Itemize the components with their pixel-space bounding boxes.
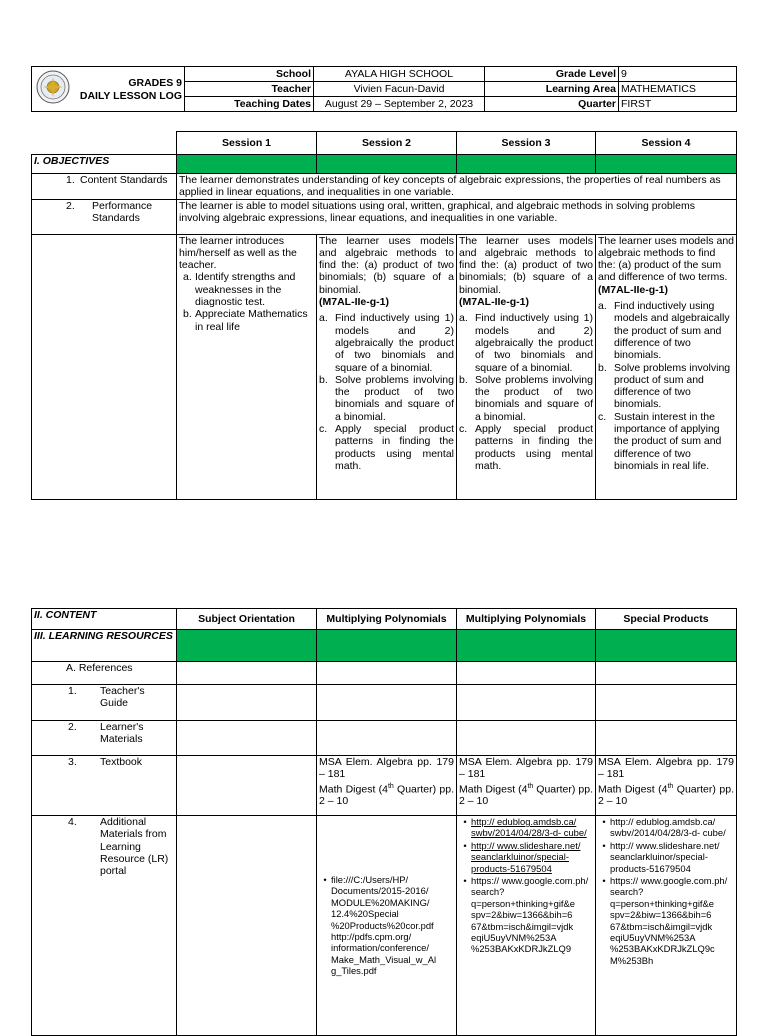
session-4-links [596,816,737,1036]
session-2-header: Session 2 [317,132,457,155]
session-3-links [457,816,596,1036]
header-title-cell [32,67,185,112]
learners-materials-label-cell [32,721,177,756]
objective-text: Solve problems involving the product of two binomials and square of a binomial. [335,373,454,423]
list-number: 2. [68,721,77,733]
list-number: 4. [68,816,77,828]
objective-text: Appreciate Mathematics in real life [195,308,308,333]
resource-link[interactable]: http:// www.slideshare.net/ seanclarkluinor/special- products-51679504 [610,839,720,874]
learning-area-label: Learning Area [485,82,619,97]
session-3-intro: The learner uses models and algebraic methods to find the: (a) product of two binomials; (b) square of a binomial. [459,234,593,296]
list-number: 1. [66,174,75,186]
session-4-link-list [598,816,734,966]
teacher-label: Teacher [185,82,314,97]
session-2-content: Multiplying Polynomials [317,609,457,630]
resource-link-item[interactable] [459,875,593,955]
performance-standards-label: Performance Standards [92,199,153,224]
textbook-ref-line2: Math Digest (4th Quarter) pp. 2 – 10 [319,782,454,808]
objective-item [459,312,593,373]
section-fill [317,630,457,662]
grades-label: GRADES 9 [128,76,182,89]
teaching-dates-value: August 29 – September 2, 2023 [314,97,485,112]
textbook-ref-line2: Math Digest (4th Quarter) pp. 2 – 10 [459,782,593,808]
list-number: 2. [66,199,75,212]
session-4-objectives [596,234,737,499]
objective-item [459,423,593,472]
session-1-content: Subject Orientation [177,609,317,630]
objective-item [319,423,454,472]
references-label: A. References [32,662,177,685]
resource-link[interactable]: http:// edublog.amdsb.ca/ swbv/2014/04/28/3-d- cube/ [471,816,587,839]
bullet-icon: • [463,816,467,827]
textbook-ref-line2: Math Digest (4th Quarter) pp. 2 – 10 [598,782,734,808]
objectives-heading: I. OBJECTIVES [32,155,177,174]
list-number: 3. [68,756,77,768]
textbook-label-cell [32,756,177,816]
session-3-link-list [459,816,593,955]
objective-marker: b. [183,308,192,321]
objective-text: Apply special product patterns in finding the products using mental math. [335,423,454,472]
objective-item [179,271,314,308]
section-fill [457,155,596,174]
list-number: 1. [68,685,77,697]
section-fill [177,630,317,662]
bullet-icon: • [323,874,327,885]
section-fill [596,155,737,174]
session-3-objectives [457,234,596,499]
objective-item [319,312,454,373]
teacher-value: Vivien Facun-David [314,82,485,97]
session-1-header: Session 1 [177,132,317,155]
objectives-table [31,131,737,500]
content-heading: II. CONTENT [32,609,177,630]
objective-text: Find inductively using 1) models and 2) algebraically the product of two binomials and square of a binomial. [335,312,454,374]
resource-link-item[interactable] [598,840,734,874]
performance-standards-label-cell [32,199,177,234]
objective-item [598,300,734,361]
objective-item [598,362,734,411]
session-1-objective-list [179,271,314,332]
resource-link-item[interactable] [319,874,454,977]
session-4-objective-list [598,300,734,472]
objective-marker: b. [319,373,328,386]
session-2-objective-list [319,312,454,472]
teaching-dates-label: Teaching Dates [185,97,314,112]
objective-marker: a. [598,300,607,313]
resource-link[interactable]: http:// edublog.amdsb.ca/ swbv/2014/04/28/3-d- cube/ [610,816,726,839]
objective-text: Apply special product patterns in finding the products using mental math. [475,423,593,472]
deped-seal-icon [36,70,70,104]
learning-resources-heading: III. LEARNING RESOURCES [32,630,177,662]
objective-marker: c. [319,423,328,436]
objective-marker: a. [183,271,192,284]
session-2-links [317,816,457,1036]
session-2-textbook [317,756,457,816]
content-standards-text: The learner demonstrates understanding of key concepts of algebraic expressions, the properties of real numbers as applied in linear equations, and inequalities in one variable. [177,174,737,200]
objective-item [459,374,593,423]
objective-text: Solve problems involving the product of two binomials and square of a binomial. [475,373,593,423]
session-1-intro: The learner introduces him/herself as well as the teacher. [179,234,297,272]
school-value: AYALA HIGH SCHOOL [314,67,485,82]
resource-link[interactable]: https:// www.google.com.ph/ search? q=person+thinking+gif&e spv=2&biw=1366&bih=6 67&tbm=isch&imgil=vjdk eqiU5uyVNM%253A %253BAKxKDRJkZLQ9 [471,875,589,955]
quarter-value: FIRST [619,97,737,112]
session-3-objective-list [459,312,593,472]
teachers-guide-label: Teacher's Guide [100,685,145,710]
objective-text: Identify strengths and weaknesses in the diagnostic test. [195,271,296,309]
content-resources-table [31,608,737,1036]
session-3-content: Multiplying Polynomials [457,609,596,630]
session-2-intro: The learner uses models and algebraic methods to find the: (a) product of two binomials; (b) square of a binomial. [319,234,454,296]
header-table [31,66,737,112]
learning-competencies-label-cell [32,234,177,499]
objective-text: Find inductively using 1) models and 2) algebraically the product of two binomials and square of a binomial. [475,312,593,374]
session-4-intro: The learner uses models and algebraic methods to find the: (a) product of the sum and difference of two terms. [598,234,734,284]
grade-level-label: Grade Level [485,67,619,82]
resource-link-item[interactable] [459,816,593,839]
content-standards-label: Content Standards [80,174,168,186]
objective-marker: c. [459,423,468,436]
resource-link-item[interactable] [598,816,734,839]
session-4-textbook [596,756,737,816]
bullet-icon: • [463,875,467,887]
quarter-label: Quarter [485,97,619,112]
competency-code: (M7AL-IIe-g-1) [319,296,389,309]
session-4-header: Session 4 [596,132,737,155]
objective-marker: b. [598,361,607,374]
daily-lesson-log-title: DAILY LESSON LOG [79,89,182,102]
additional-materials-label: Additional Materials from Learning Resource (LR) portal [100,816,169,878]
resource-link-item[interactable] [598,875,734,966]
objective-text: Find inductively using models and algebraically the product of sum and difference of two binomials. [614,300,730,362]
bullet-icon: • [602,839,606,851]
objective-marker: b. [459,373,468,386]
learning-area-value: MATHEMATICS [619,82,737,97]
objective-item [179,308,314,333]
textbook-ref-line1: MSA Elem. Algebra pp. 179 – 181 [319,756,454,781]
objective-text: Sustain interest in the importance of applying the product of sum and difference of two binomials in real life. [614,410,722,472]
learners-materials-label: Learner's Materials [100,721,144,746]
resource-link[interactable]: https:// www.google.com.ph/ search? q=person+thinking+gif&e spv=2&biw=1366&bih=6 67&tbm=isch&imgil=vjdk eqiU5uyVNM%253A %253BAKxKDRJkZLQ9c M%253Bh [610,875,728,966]
session-3-header: Session 3 [457,132,596,155]
content-standards-label-cell [32,174,177,200]
session-1-objectives [177,234,317,499]
teachers-guide-label-cell [32,685,177,721]
section-fill [457,630,596,662]
section-fill [177,155,317,174]
competency-code: (M7AL-IIe-g-1) [459,296,529,309]
resource-link[interactable]: http:// www.slideshare.net/ seanclarkluinor/special- products-51679504 [471,839,581,874]
session-4-content: Special Products [596,609,737,630]
performance-standards-text: The learner is able to model situations using oral, written, graphical, and algebraic methods in solving problems involving algebraic expressions, linear equations, and inequalities in one variable. [177,199,737,234]
additional-materials-label-cell [32,816,177,1036]
session-3-textbook [457,756,596,816]
bullet-icon: • [602,875,606,887]
session-2-link-list [319,874,454,977]
textbook-label: Textbook [100,756,143,768]
bullet-icon: • [602,816,606,827]
school-label: School [185,67,314,82]
section-fill [596,630,737,662]
grade-level-value: 9 [619,67,737,82]
objective-marker: a. [459,312,468,325]
resource-link[interactable]: file:///C:/Users/HP/ Documents/2015-2016/ MODULE%20MAKING/ 12.4%20Special %20Products%20cor.pdf http://pdfs.cpm.org/ information/conference/ Make_Math_Visual_w_Al g_Tiles.pdf [331,874,437,977]
objective-item [319,374,454,423]
objective-item [598,411,734,472]
objective-marker: c. [598,410,607,423]
textbook-ref-line1: MSA Elem. Algebra pp. 179 – 181 [598,756,734,781]
objective-text: Solve problems involving product of sum and difference of two binomials. [614,361,731,411]
competency-code: (M7AL-IIe-g-1) [598,283,668,296]
bullet-icon: • [463,839,467,851]
textbook-ref-line1: MSA Elem. Algebra pp. 179 – 181 [459,756,593,781]
objective-marker: a. [319,312,328,325]
section-fill [317,155,457,174]
resource-link-item[interactable] [459,840,593,874]
session-2-objectives [317,234,457,499]
